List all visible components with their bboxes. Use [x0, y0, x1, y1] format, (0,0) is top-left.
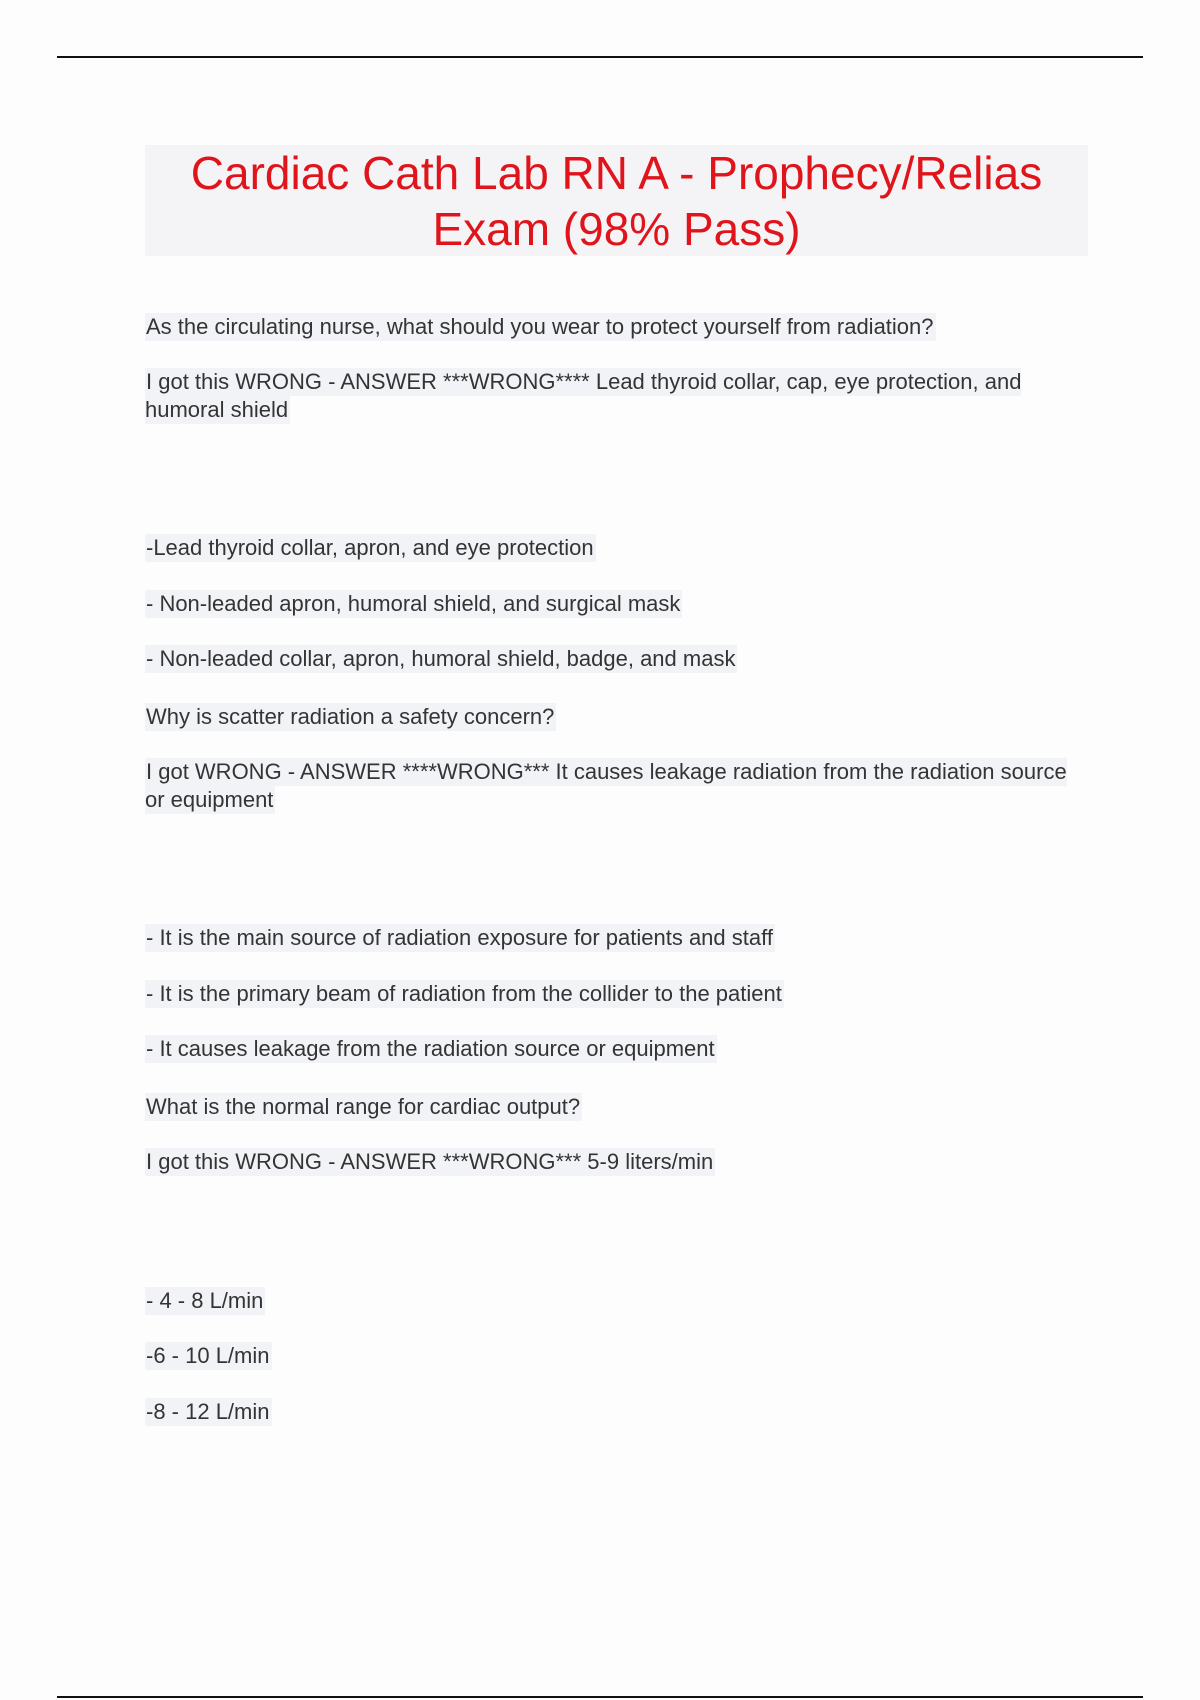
answer-3: I got this WRONG - ANSWER ***WRONG*** 5-9 liters/min: [146, 1149, 714, 1174]
question-1: As the circulating nurse, what should you wear to protect yourself from radiation?: [146, 314, 934, 339]
option-2c: - It causes leakage from the radiation source or equipment: [146, 1036, 715, 1061]
title-banner: [145, 145, 1088, 256]
option-3a: - 4 - 8 L/min: [146, 1288, 264, 1313]
option-2a: - It is the main source of radiation exposure for patients and staff: [146, 925, 773, 950]
header-rule: [57, 56, 1143, 58]
option-1a: -Lead thyroid collar, apron, and eye protection: [146, 535, 594, 560]
option-3c: -8 - 12 L/min: [146, 1399, 270, 1424]
answer-2: I got WRONG - ANSWER ****WRONG*** It causes leakage radiation from the radiation source or equipment: [145, 759, 1067, 812]
question-2: Why is scatter radiation a safety concern?: [146, 704, 555, 729]
option-3b: -6 - 10 L/min: [146, 1343, 270, 1368]
answer-1: I got this WRONG - ANSWER ***WRONG**** Lead thyroid collar, cap, eye protection, and humoral shield: [145, 369, 1022, 422]
option-1b: - Non-leaded apron, humoral shield, and surgical mask: [146, 591, 681, 616]
document-title: Cardiac Cath Lab RN A - Prophecy/Relias Exam (98% Pass): [190, 147, 1043, 255]
question-3: What is the normal range for cardiac output?: [146, 1094, 581, 1119]
option-2b: - It is the primary beam of radiation from the collider to the patient: [146, 981, 782, 1006]
footer-rule: [57, 1696, 1143, 1698]
option-1c: - Non-leaded collar, apron, humoral shield, badge, and mask: [146, 646, 736, 671]
